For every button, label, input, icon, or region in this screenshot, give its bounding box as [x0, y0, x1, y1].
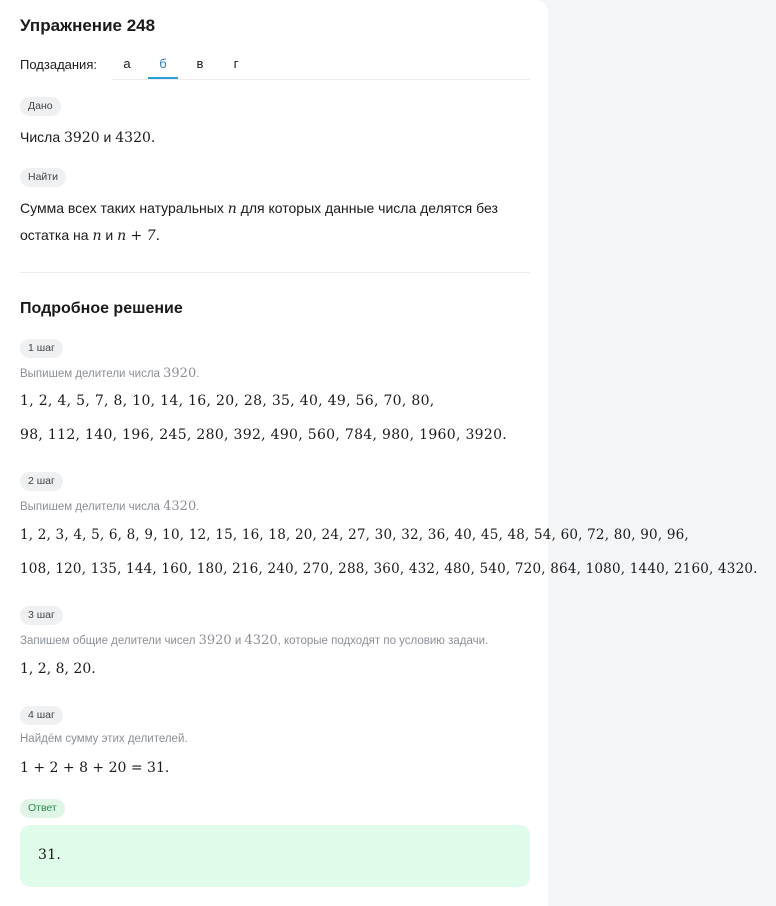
- step-3-hint-number-a: 3920: [198, 633, 232, 648]
- given-and: и: [99, 129, 116, 145]
- step-2-hint-number: 4320: [163, 499, 197, 514]
- find-line2-variable-n: n: [92, 228, 102, 244]
- given-prefix: Числа: [20, 129, 64, 145]
- step-4-hint: Найдём сумму этих делителей.: [20, 733, 188, 745]
- step-2-hint-text: Выпишем делители числа: [20, 501, 164, 513]
- given-badge: Дано: [20, 97, 61, 116]
- step-3-line-1: 1, 2, 8, 20.: [20, 661, 96, 677]
- answer-box: [20, 825, 530, 887]
- answer-value: 31.: [38, 847, 62, 863]
- step-2-hint-period: .: [196, 501, 200, 513]
- step-3-hint-number-b: 4320: [244, 633, 278, 648]
- step-1-badge: 1 шаг: [20, 339, 63, 358]
- find-badge: Найти: [20, 168, 66, 187]
- find-prefix: Сумма всех таких натуральных: [20, 200, 228, 216]
- step-1-line-1: 1, 2, 4, 5, 7, 8, 10, 14, 16, 20, 28, 35, 40, 49, 56, 70, 80,: [20, 393, 435, 409]
- tab-v[interactable]: в: [196, 56, 204, 71]
- answer-badge: Ответ: [20, 799, 65, 818]
- step-1-hint-number: 3920: [163, 366, 197, 381]
- find-line2-prefix: остатка на: [20, 227, 93, 243]
- tabs-underline-rule: [112, 79, 530, 80]
- solution-title: Подробное решение: [20, 300, 183, 317]
- step-2-hint: [20, 499, 199, 514]
- given-number-b: 4320: [115, 130, 151, 146]
- step-2-line-1: 1, 2, 3, 4, 5, 6, 8, 9, 10, 12, 15, 16, 18, 20, 24, 27, 30, 32, 36, 40, 45, 48, 54, 60, 72, 80, 90, 96,: [20, 527, 689, 543]
- step-3-hint: [20, 633, 488, 648]
- find-text-line2: [20, 227, 160, 244]
- find-suffix: для которых данные числа делятся без: [236, 200, 498, 216]
- given-number-a: 3920: [64, 130, 100, 146]
- tab-g[interactable]: г: [233, 56, 239, 71]
- step-1-hint-text: Выпишем делители числа: [20, 368, 164, 380]
- find-variable-n: n: [227, 201, 237, 217]
- tab-a[interactable]: а: [123, 56, 131, 71]
- step-2-line-2: 108, 120, 135, 144, 160, 180, 216, 240, 270, 288, 360, 432, 480, 540, 720, 864, 1080, 1440, 2160, 4320.: [20, 561, 758, 577]
- step-3-hint-text: Запишем общие делители чисел: [20, 635, 199, 647]
- step-1-line-2: 98, 112, 140, 196, 245, 280, 392, 490, 560, 784, 980, 1960, 3920.: [20, 427, 508, 443]
- step-1-hint-period: .: [196, 368, 200, 380]
- section-divider: [20, 272, 530, 273]
- step-3-badge: 3 шаг: [20, 606, 63, 625]
- find-period: .: [155, 228, 161, 244]
- find-text-line1: [20, 200, 498, 217]
- subtasks-label: Подзадания:: [20, 57, 97, 72]
- step-3-hint-and: и: [231, 635, 245, 647]
- find-line2-and: и: [101, 227, 118, 243]
- step-1-hint: [20, 366, 199, 381]
- given-text: [20, 129, 155, 146]
- page-title: Упражнение 248: [20, 16, 156, 35]
- tab-b[interactable]: б: [148, 50, 178, 79]
- step-3-hint-suffix: , которые подходят по условию задачи.: [277, 635, 489, 647]
- given-period: .: [150, 130, 156, 146]
- find-expression: n + 7: [117, 228, 156, 244]
- step-4-line-1: 1 + 2 + 8 + 20 = 31.: [20, 760, 170, 776]
- step-2-badge: 2 шаг: [20, 472, 63, 491]
- step-4-badge: 4 шаг: [20, 706, 63, 725]
